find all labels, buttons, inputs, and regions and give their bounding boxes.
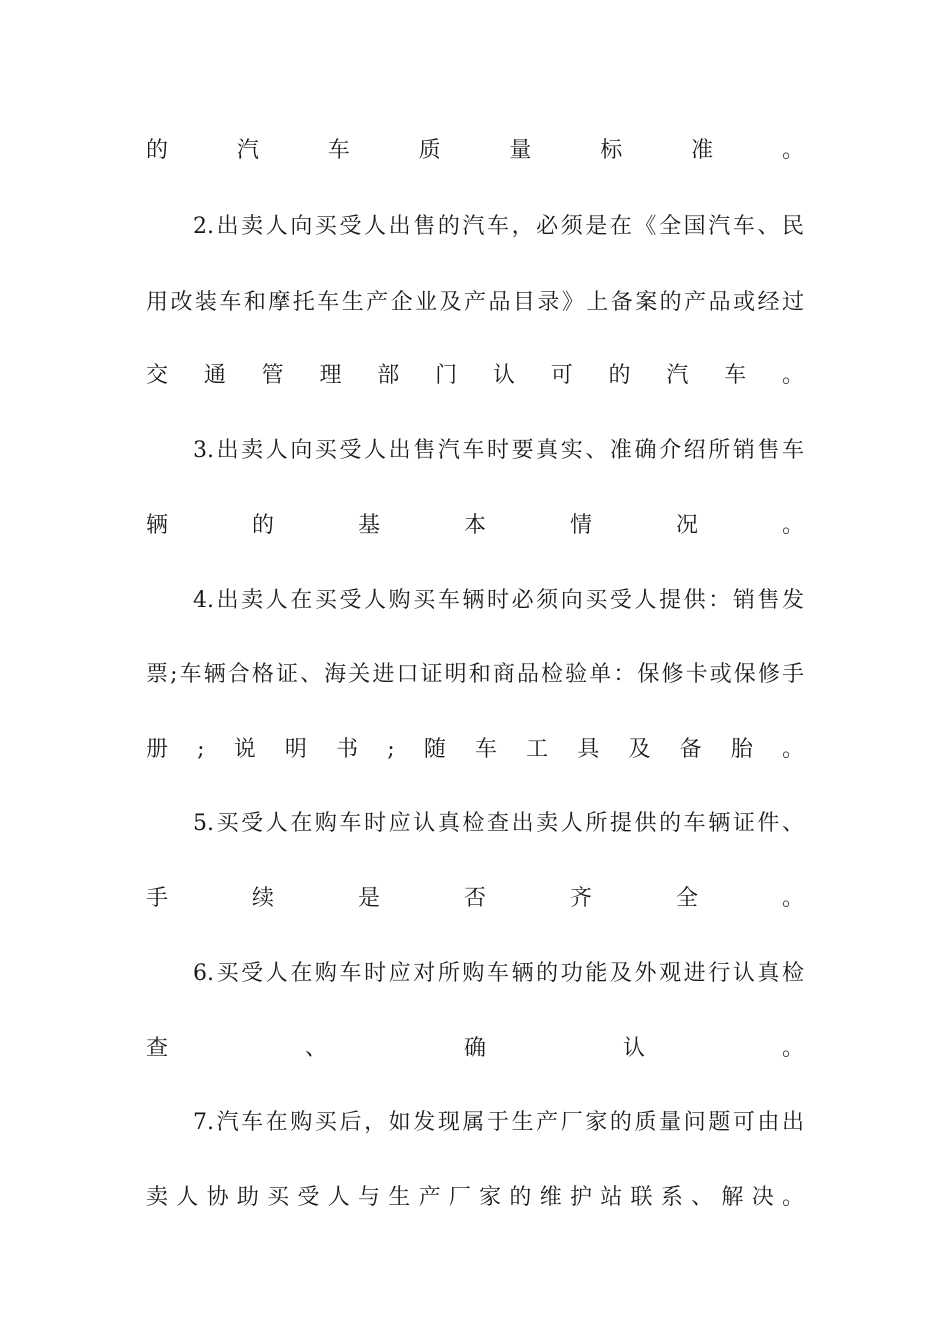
text-line: 7.汽车在购买后，如发现属于生产厂家的质量问题可由出 xyxy=(193,1110,804,1135)
text-line: 2.出卖人向买受人出售的汽车，必须是在《全国汽车、民 xyxy=(193,214,804,239)
text-line: 交通管理部门认可的汽车。 xyxy=(146,363,804,388)
text-line: 票;车辆合格证、海关进口证明和商品检验单：保修卡或保修手 xyxy=(146,662,804,687)
text-line: 辆的基本情况。 xyxy=(146,513,804,538)
paragraph-4-line-0 xyxy=(0,806,950,842)
text-line: 5.买受人在购车时应认真检查出卖人所提供的车辆证件、 xyxy=(193,811,804,836)
text-line: 3.出卖人向买受人出售汽车时要真实、准确介绍所销售车 xyxy=(193,438,804,463)
paragraph-5-line-0 xyxy=(0,956,950,992)
paragraph-1-line-0 xyxy=(0,209,950,245)
text-line: 4.出卖人在买受人购买车辆时必须向买受人提供：销售发 xyxy=(193,588,804,613)
text-line: 手续是否齐全。 xyxy=(146,886,804,911)
text-line: 用改装车和摩托车生产企业及产品目录》上备案的产品或经过 xyxy=(146,290,804,315)
paragraph-3-line-0 xyxy=(0,583,950,619)
paragraph-1-line-2 xyxy=(0,358,950,394)
paragraph-3-line-2 xyxy=(0,732,950,768)
paragraph-2-line-0 xyxy=(0,433,950,469)
paragraph-3-line-1 xyxy=(0,657,950,693)
paragraph-6-line-0 xyxy=(0,1105,950,1141)
text-line: 查、确认。 xyxy=(146,1036,804,1061)
paragraph-4-line-1 xyxy=(0,881,950,917)
paragraph-2-line-1 xyxy=(0,508,950,544)
paragraph-6-line-1 xyxy=(0,1180,950,1216)
paragraph-0-line-0 xyxy=(0,133,950,169)
text-line: 册;说明书;随车工具及备胎。 xyxy=(146,737,804,762)
text-line: 6.买受人在购车时应对所购车辆的功能及外观进行认真检 xyxy=(193,961,804,986)
text-line: 的汽车质量标准。 xyxy=(146,138,804,163)
paragraph-1-line-1 xyxy=(0,285,950,321)
text-line: 卖人协助买受人与生产厂家的维护站联系、解决。 xyxy=(146,1185,804,1210)
paragraph-5-line-1 xyxy=(0,1031,950,1067)
